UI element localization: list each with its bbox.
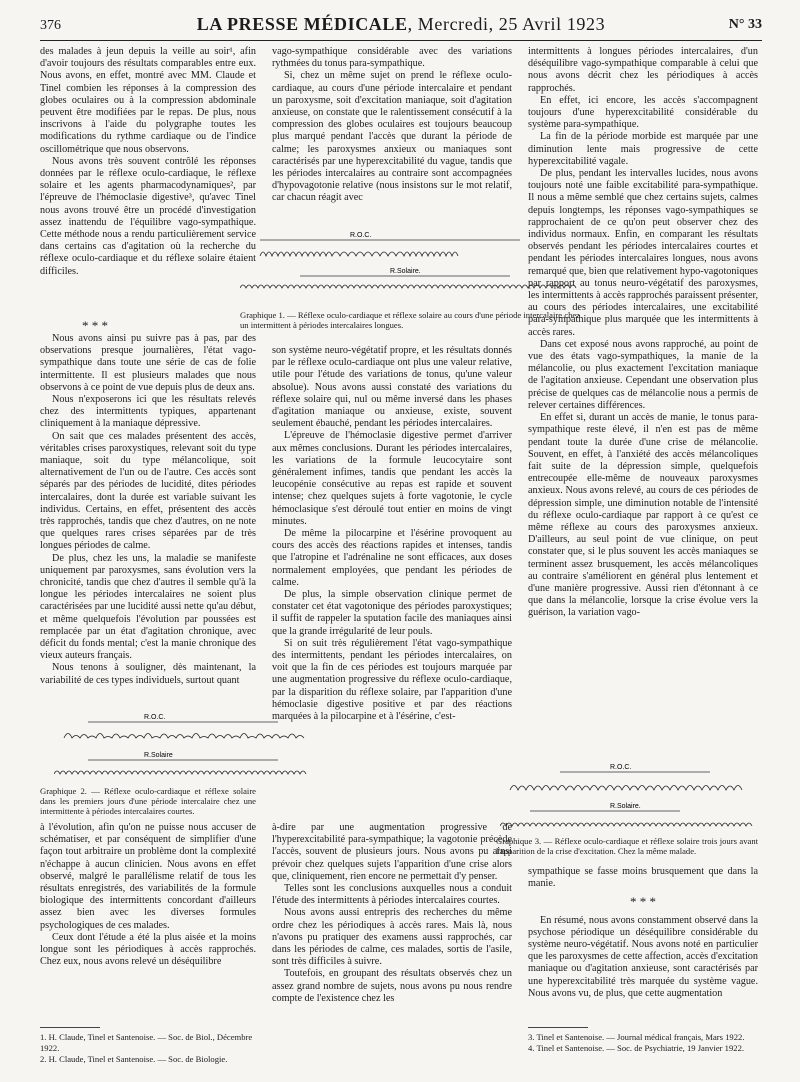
- paragraph: des malades à jeun depuis la veille au soir¹, afin d'avoir toujours des résultats comparables entre eux. Nous avons, en effet, montré avec MM. Claude et Tinel combien les réponses à la compression des globes oculaires ou à la compression abdominale peuvent être modifiées par le repas. De plus, nous inscrivons à l'aide du polygraphe toutes les modifications du rythme cardiaque ou de l'indice oscillométrique que nous observons.: [40, 46, 256, 155]
- paragraph: En résumé, nous avons constamment observé dans la psychose périodique un déséquilibre considérable du système neuro-végétatif. Nous avons noté en particulier que les paroxysmes de cette affection, accès d'excitation maniaque ou d'agitation anxieuse, sont caractérisés par une hyperexcitabilité très marquée du système vague. Nous avons vu, de plus, que cette augmentation: [528, 914, 758, 999]
- column-2-top: [272, 46, 512, 205]
- column-3-bottom: [528, 866, 758, 1000]
- paragraph: Ceux dont l'étude a été la plus aisée et la moins longue sont les périodiques à accès rapprochés. Chez eux, nous avons relevé un déséquilibre: [40, 931, 256, 968]
- fig2-label-roc: R.O.C.: [144, 714, 166, 721]
- paragraph: En effet si, durant un accès de manie, le tonus para-sympathique reste élevé, il n'en est pas de même pendant toute la durée d'une crise de mélancolie. Souvent, en effet, à l'anxiété des accès mélancoliques fait suite de la dépression simple, quelquefois entrecoupée elle-même de nouveaux paroxysmes anxieux. Nous avons relevé, au cours de ces périodes de dépression simple, une diminution notable de l'intensité du réflexe oculo-cardiaque par rapport à ce qu'est ce même réflexe au cours des paroxysmes anxieux. D'ailleurs, au seul point de vue clinique, on peut constater que, si le plus souvent les accès maniaques se terminent assez brusquement, les accès mélancoliques au contraire s'améliorent en général plus lentement et d'une manière progressive. Aussi rien d'étonnant à ce que dans la mélancolie, lorsque la crise évolue vers la guérison, la variation vago-: [528, 412, 758, 619]
- issue-date: , Mercredi, 25 Avril 1923: [407, 14, 606, 34]
- journal-title: LA PRESSE MÉDICALE: [196, 14, 408, 34]
- figure-3: [500, 760, 758, 838]
- column-2-bottom: [272, 822, 512, 1005]
- footnote-rule-3: [528, 1027, 588, 1028]
- paragraph: Telles sont les conclusions auxquelles nous a conduit l'étude des intermittents à périodes intercalaires courtes.: [272, 883, 512, 907]
- figure-3-caption: Graphique 3. — Réflexe oculo-cardiaque et réflexe solaire trois jours avant l'apparition de la crise d'excitation. Chez la même malade.: [496, 836, 758, 856]
- figure-2-caption: Graphique 2. — Réflexe oculo-cardiaque et réflexe solaire dans les premiers jours d'une période intercalaire chez une intermittente à périodes intercalaires courtes.: [40, 786, 256, 816]
- column-1-top: [40, 46, 256, 278]
- section-stars: * * *: [82, 318, 108, 333]
- paragraph: vago-sympathique considérable avec des variations rythmées du tonus para-sympathique.: [272, 46, 512, 70]
- footnote: 1. H. Claude, Tinel et Santenoise. — Soc. de Biol., Décembre 1922.: [40, 1032, 253, 1053]
- figure-1-caption: Graphique 1. — Réflexe oculo-cardiaque et réflexe solaire au cours d'une période intercalaire chez un intermittent à périodes intercalaires longues.: [240, 310, 580, 330]
- paragraph: Nous tenons à souligner, dès maintenant, la variabilité de ces types individuels, surtout quant: [40, 662, 256, 686]
- figure-2: [54, 710, 312, 784]
- paragraph: Si, chez un même sujet on prend le réflexe oculo-cardiaque, au cours d'une période intercalaire et pendant un paroxysme, soit d'excitation maniaque, soit d'agitation anxieuse, on constate que le ralentissement consécutif à la compression des globes oculaires est toujours beaucoup plus marqué pendant l'accès que durant la période de calme; les paroxysmes anxieux ou maniaques sont caractérisés par une hyperexcitabilité du vague, tandis que les périodes intercalaires au contraire sont accompagnées d'hypovagotonie relative (nous insistons sur le mot relatif, car chacun réagit avec: [272, 70, 512, 204]
- paragraph: L'épreuve de l'hémoclasie digestive permet d'arriver aux mêmes conclusions. Durant les périodes intercalaires, les variations de la formule leucocytaire sont généralement infimes, tandis que pendant les accès la leucopénie consécutive au repas est rapide et souvent intense; chez quelques sujets à forte vagotonie, le cycle hémoclasique s'est déroulé tout entier en moins de vingt minutes.: [272, 430, 512, 527]
- page-header: [40, 14, 762, 40]
- paragraph: Nous n'exposerons ici que les résultats relevés chez des intermittents typiques, appartenant cliniquement à la maniaque dépressive.: [40, 394, 256, 430]
- column-1-middle: [40, 333, 256, 687]
- fig2-solaire-trace: [54, 771, 306, 774]
- paragraph: En effet, ici encore, les accès s'accompagnent toujours d'une hyperexcitabilité considérable du système para-sympathique.: [528, 94, 758, 131]
- paragraph: intermittents à longues périodes intercalaires, d'un déséquilibre vago-sympathique comparable à celui que nous avons décrit chez les périodiques à accès rapprochés.: [528, 46, 758, 94]
- paragraph: De plus, la simple observation clinique permet de constater cet état vagotonique des périodes paroxystiques; il suffit de rappeler la sputation facile des maniaques ainsi que la grande irrégularité de leur pouls.: [272, 589, 512, 637]
- figure-2-trace: [54, 710, 312, 784]
- paragraph: sympathique se fasse moins brusquement que dans la manie.: [528, 866, 758, 890]
- header-rule: [40, 40, 762, 41]
- section-stars-2: * * *: [630, 894, 656, 910]
- paragraph: son système neuro-végétatif propre, et les résultats donnés par le réflexe oculo-cardiaque ont plus une valeur relative, utile pour l'étude des variations de tonus, qu'une valeur absolue). Nous avons aussi constaté des variations du réflexe solaire qui, nul ou même inversé dans les phases d'agitation maniaque ou anxieuse, existe, souvent seulement ébauché, pendant les périodes intercalaires.: [272, 345, 512, 430]
- issue-number: N° 33: [728, 17, 762, 32]
- column-1-bottom: [40, 822, 256, 968]
- fig3-roc-trace: [510, 786, 742, 791]
- footnote: 4. Tinel et Santenoise. — Soc. de Psychiatrie, 19 Janvier 1922.: [528, 1043, 745, 1053]
- footnotes-col3: [528, 1032, 758, 1054]
- fig2-roc-trace: [64, 734, 304, 739]
- paragraph: Toutefois, en groupant des résultats observés chez un assez grand nombre de sujets, nous avons pu nous rendre compte de l'existence chez les: [272, 968, 512, 1004]
- journal-masthead: [40, 14, 762, 35]
- page-number: 376: [40, 18, 61, 33]
- column-3-top: [528, 46, 758, 620]
- fig1-label-solaire: R.Solaire.: [390, 268, 421, 275]
- fig2-label-solaire: R.Solaire: [144, 752, 173, 759]
- column-2-middle: [272, 345, 512, 723]
- fig1-label-roc: R.O.C.: [350, 232, 372, 239]
- footnote: 3. Tinel et Santenoise. — Journal médical français, Mars 1922.: [528, 1032, 745, 1042]
- footnote: 2. H. Claude, Tinel et Santenoise. — Soc. de Biologie.: [40, 1054, 228, 1064]
- figure-3-trace: [500, 760, 758, 838]
- paragraph: La fin de la période morbide est marquée par une diminution lente mais progressive de cette hyperexcitabilité vagale.: [528, 131, 758, 167]
- fig3-label-solaire: R.Solaire.: [610, 803, 641, 810]
- paragraph: De plus, chez les uns, la maladie se manifeste uniquement par paroxysmes, sans évolution vers la chronicité, tandis que chez d'autres il semble qu'à la longue les périodes intercalaires ne soient plus caractérisées par une lucidité aussi nette qu'au début, et même quelquefois l'évolution par poussées est remplacée par un état d'agitation chronique, avec déficit du fonds mental; c'est la manie chronique des vieux auteurs français.: [40, 552, 256, 662]
- paragraph: à-dire par une augmentation progressive de l'hyperexcitabilité para-sympathique; la vagotonie précède l'accès, souvent de plusieurs jours. Nous avons pu ainsi prévoir chez quelques sujets l'apparition d'une crise alors que, cliniquement, rien encore ne permettait d'y penser.: [272, 822, 512, 882]
- fig1-roc-trace: [260, 252, 458, 256]
- fig3-label-roc: R.O.C.: [610, 764, 632, 771]
- footnote-rule-1: [40, 1027, 100, 1028]
- footnotes-col1: [40, 1032, 256, 1065]
- paragraph: De plus, pendant les intervalles lucides, nous avons toujours noté une faible excitabilité para-sympathique. Il nous a même semblé que chez certains sujets, calmes depuis longtemps, les réponses vago-sympathiques se rapprochaient de ce qu'on peut observer chez des individus normaux. Enfin, en comparant les résultats observés pendant les périodes intercalaires courtes et pendant les périodes intercalaires longues, nous avons remarqué que, bien que relativement hypo-vagotoniques par rapport au tonus neuro-végétatif des paroxysmes, les intermittents à accès rapprochés paraissent présenter, au cours des périodes intercalaires, une excitabilité para-sympathique plus marquée que les intermittents à accès rares.: [528, 168, 758, 338]
- paragraph: Nous avons ainsi pu suivre pas à pas, par des observations presque journalières, l'état vago-sympathique dans toute une série de cas de folie intermittente. Il est plusieurs malades que nous observons à ce point de vue depuis plus de deux ans.: [40, 333, 256, 393]
- paragraph: On sait que ces malades présentent des accès, véritables crises paroxystiques, relevant soit du type maniaque, soit du type mélancolique, soit alternativement de l'un ou de l'autre. Ces accès sont séparés par des périodes de lucidité, dites périodes intercalaires, dont la durée est variable suivant les individus. Certains, en effet, présentent des accès très rapprochés, tandis que chez d'autres, on ne note que quelques rares crises séparées par de très longues périodes de calme.: [40, 430, 256, 552]
- paragraph: Si on suit très régulièrement l'état vago-sympathique des intermittents, pendant les périodes intercalaires, on voit que la fin de ces périodes est toujours marquée par une augmentation progressive du réflexe oculo-cardiaque, par la disparition du réflexe solaire, par l'apparition d'une hémoclasie digestive positive et par des réactions marquées à la pilocarpine et à l'ésérine, c'est-: [272, 637, 512, 723]
- fig3-solaire-trace: [500, 823, 752, 826]
- paragraph: Nous avons aussi entrepris des recherches du même ordre chez les périodiques à accès rares. Mais là, nous n'avons pu pratiquer des examens aussi rapprochés, car dans les périodes de calme, ces malades, sortis de l'asile, sont très difficiles à suivre.: [272, 907, 512, 968]
- paragraph: De même la pilocarpine et l'ésérine provoquent au cours des accès des réactions rapides et intenses, tandis que l'atropine et l'adrénaline ne sont efficaces, aux doses normalement employées, que pendant les périodes de calme.: [272, 528, 512, 588]
- fig1-solaire-trace: [240, 285, 576, 288]
- paragraph: Nous avons très souvent contrôlé les réponses données par le réflexe oculo-cardiaque, le réflexe solaire et les agents pharmacodynamiques², par l'épreuve de l'hémoclasie digestive³, qu'avec Tinel nous avons trouvé être un procédé d'investigation assez inattendu de l'équilibre vago-sympathique. Cette méthode nous a rendu particulièrement service dans certains cas d'agitation où la recherche du réflexe oculo-cardiaque et du réflexe solaire étaient difficiles.: [40, 155, 256, 277]
- paragraph: à l'évolution, afin qu'on ne puisse nous accuser de schématiser, et par conséquent de simplifier d'une façon tout arbitraire un problème dont la complexité n'échappe à aucun clinicien. Nous avons en effet observé, malgré le parallélisme relatif de tous les résultats enregistrés, des variabilités de la formule biologique des intermittents concordant d'ailleurs assez bien avec les diverses formules psychologiques de ces malades.: [40, 822, 256, 931]
- paragraph: Dans cet exposé nous avons rapproché, au point de vue des états vago-sympathiques, la manie de la mélancolie, ou plus exactement l'excitation maniaque de l'agitation anxieuse. Cependant une observation plus précise de quelques cas de mélancolie nous a permis de relever certaines différences.: [528, 338, 758, 411]
